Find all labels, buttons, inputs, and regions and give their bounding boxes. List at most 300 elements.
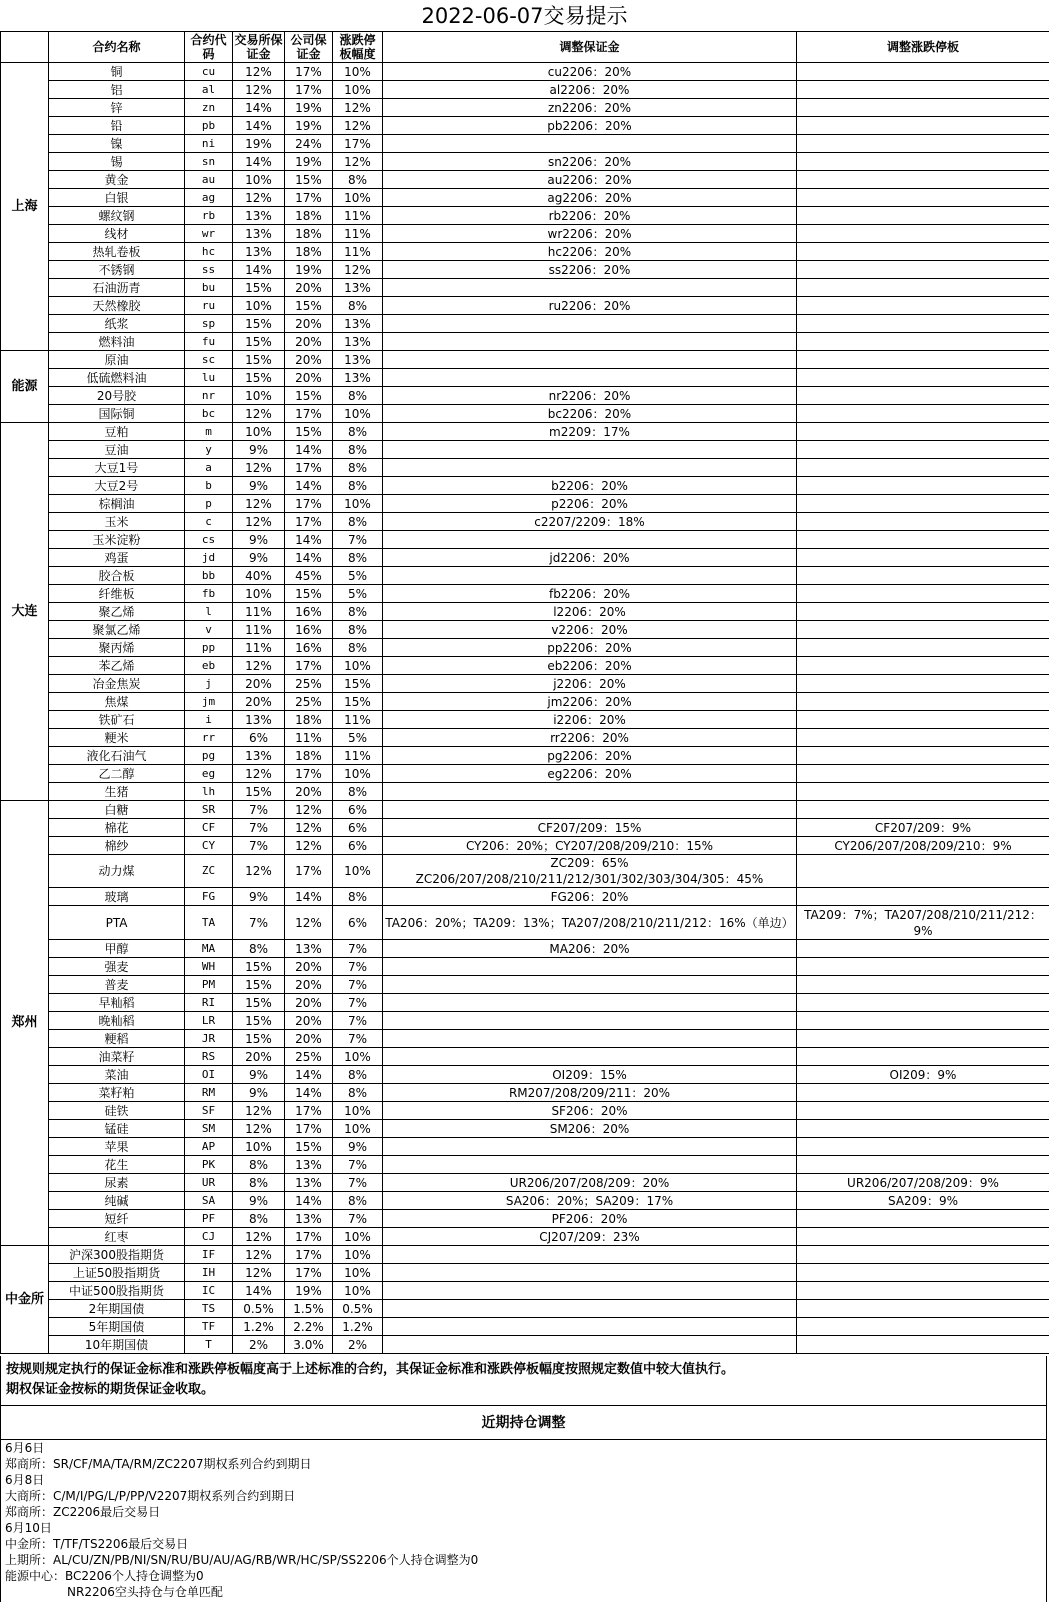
table-row (1, 297, 1049, 315)
exchange-margin-cell: 11% (233, 621, 285, 639)
exchange-margin-cell: 20% (233, 1048, 285, 1066)
adjusted-limit-cell (797, 976, 1049, 994)
company-margin-cell: 13% (285, 940, 333, 958)
adjusted-limit-cell (797, 135, 1049, 153)
contract-name-cell: 棉花 (49, 819, 185, 837)
exchange-margin-cell: 12% (233, 81, 285, 99)
company-margin-cell: 14% (285, 1192, 333, 1210)
company-margin-cell: 13% (285, 1156, 333, 1174)
table-row (1, 1066, 1049, 1084)
recent-adjustments-list (0, 1440, 1047, 1602)
adjusted-limit-cell: SA209：9% (797, 1192, 1049, 1210)
contract-name-cell: 铝 (49, 81, 185, 99)
adjusted-margin-cell: CY206：20%；CY207/208/209/210：15% (383, 837, 797, 855)
table-row (1, 621, 1049, 639)
exchange-margin-cell: 14% (233, 99, 285, 117)
adjusted-margin-cell (383, 441, 797, 459)
adjusted-limit-cell (797, 675, 1049, 693)
contract-name-cell: 棉纱 (49, 837, 185, 855)
exchange-margin-cell: 14% (233, 153, 285, 171)
adjusted-limit-cell (797, 783, 1049, 801)
exchange-margin-cell: 13% (233, 225, 285, 243)
limit-range-cell: 10% (333, 765, 383, 783)
company-margin-cell: 18% (285, 711, 333, 729)
contract-name-cell: 冶金焦炭 (49, 675, 185, 693)
adjusted-margin-cell (383, 531, 797, 549)
adjusted-margin-cell (383, 369, 797, 387)
adjusted-margin-cell: l2206：20% (383, 603, 797, 621)
exchange-margin-cell: 13% (233, 711, 285, 729)
limit-range-cell: 6% (333, 837, 383, 855)
limit-range-cell: 7% (333, 1174, 383, 1192)
contract-code-cell: nr (185, 387, 233, 405)
contract-name-cell: 锰硅 (49, 1120, 185, 1138)
table-row (1, 567, 1049, 585)
company-margin-cell: 18% (285, 243, 333, 261)
contract-code-cell: lh (185, 783, 233, 801)
contract-code-cell: fb (185, 585, 233, 603)
limit-range-cell: 12% (333, 261, 383, 279)
exchange-margin-cell: 12% (233, 1228, 285, 1246)
contract-code-cell: IH (185, 1264, 233, 1282)
exchange-margin-cell: 12% (233, 1120, 285, 1138)
contract-name-cell: 中证500股指期货 (49, 1282, 185, 1300)
adjusted-margin-cell: jd2206：20% (383, 549, 797, 567)
adjusted-margin-cell: CF207/209：15% (383, 819, 797, 837)
table-row (1, 207, 1049, 225)
adjusted-limit-cell (797, 1156, 1049, 1174)
limit-range-cell: 5% (333, 567, 383, 585)
table-row (1, 657, 1049, 675)
adjusted-margin-cell: FG206：20% (383, 888, 797, 906)
header-exchange (1, 32, 49, 63)
contract-code-cell: pb (185, 117, 233, 135)
adjusted-limit-cell (797, 621, 1049, 639)
adjusted-limit-cell (797, 171, 1049, 189)
recent-adjustments-title: 近期持仓调整 (0, 1406, 1047, 1440)
table-row (1, 1192, 1049, 1210)
adjusted-limit-cell: UR206/207/208/209：9% (797, 1174, 1049, 1192)
table-row (1, 423, 1049, 441)
exchange-margin-cell: 9% (233, 1066, 285, 1084)
contract-name-cell: 普麦 (49, 976, 185, 994)
exchange-margin-cell: 9% (233, 1084, 285, 1102)
contract-code-cell: IC (185, 1282, 233, 1300)
contract-name-cell: 粳稻 (49, 1030, 185, 1048)
table-row (1, 994, 1049, 1012)
company-margin-cell: 16% (285, 639, 333, 657)
table-row (1, 189, 1049, 207)
adjusted-limit-cell (797, 1228, 1049, 1246)
adjusted-limit-cell (797, 513, 1049, 531)
adjusted-margin-cell (383, 1048, 797, 1066)
table-row (1, 837, 1049, 855)
adjusted-margin-cell: j2206：20% (383, 675, 797, 693)
company-margin-cell: 19% (285, 1282, 333, 1300)
exchange-margin-cell: 12% (233, 1246, 285, 1264)
limit-range-cell: 8% (333, 387, 383, 405)
limit-range-cell: 13% (333, 279, 383, 297)
adjusted-limit-cell (797, 657, 1049, 675)
exchange-margin-cell: 12% (233, 1264, 285, 1282)
limit-range-cell: 8% (333, 171, 383, 189)
limit-range-cell: 10% (333, 81, 383, 99)
limit-range-cell: 6% (333, 906, 383, 940)
contract-code-cell: CY (185, 837, 233, 855)
adjusted-margin-cell: pp2206：20% (383, 639, 797, 657)
adjusted-limit-cell (797, 117, 1049, 135)
limit-range-cell: 8% (333, 1192, 383, 1210)
exchange-margin-cell: 8% (233, 1210, 285, 1228)
contract-code-cell: pg (185, 747, 233, 765)
limit-range-cell: 7% (333, 1030, 383, 1048)
contract-name-cell: 纸浆 (49, 315, 185, 333)
adjusted-margin-cell: SF206：20% (383, 1102, 797, 1120)
exchange-margin-cell: 12% (233, 1102, 285, 1120)
company-margin-cell: 20% (285, 315, 333, 333)
table-row (1, 387, 1049, 405)
contract-code-cell: PF (185, 1210, 233, 1228)
company-margin-cell: 18% (285, 225, 333, 243)
limit-range-cell: 10% (333, 1264, 383, 1282)
note-line: 期权保证金按标的期货保证金收取。 (6, 1382, 215, 1397)
contract-code-cell: lu (185, 369, 233, 387)
company-margin-cell: 45% (285, 567, 333, 585)
header-limit-range: 涨跌停板幅度 (333, 32, 383, 63)
exchange-margin-cell: 10% (233, 171, 285, 189)
exchange-margin-cell: 0.5% (233, 1300, 285, 1318)
table-row (1, 1048, 1049, 1066)
header-company-margin: 公司保证金 (285, 32, 333, 63)
adjusted-limit-cell (797, 351, 1049, 369)
company-margin-cell: 17% (285, 1264, 333, 1282)
contract-code-cell: i (185, 711, 233, 729)
adjusted-margin-cell: v2206：20% (383, 621, 797, 639)
adjusted-margin-cell: bc2206：20% (383, 405, 797, 423)
limit-range-cell: 7% (333, 940, 383, 958)
limit-range-cell: 7% (333, 1210, 383, 1228)
company-margin-cell: 15% (285, 1138, 333, 1156)
adjusted-limit-cell (797, 387, 1049, 405)
exchange-margin-cell: 14% (233, 117, 285, 135)
company-margin-cell: 14% (285, 888, 333, 906)
contract-name-cell: 热轧卷板 (49, 243, 185, 261)
contract-name-cell: 粳米 (49, 729, 185, 747)
contract-code-cell: b (185, 477, 233, 495)
exchange-margin-cell: 9% (233, 441, 285, 459)
exchange-cell: 大连 (1, 423, 49, 801)
limit-range-cell: 0.5% (333, 1300, 383, 1318)
company-margin-cell: 16% (285, 603, 333, 621)
contract-name-cell: 铅 (49, 117, 185, 135)
company-margin-cell: 25% (285, 1048, 333, 1066)
recent-item: 上期所：AL/CU/ZN/PB/NI/SN/RU/BU/AU/AG/RB/WR/HC/SP/SS2206个人持仓调整为0 (5, 1553, 479, 1567)
company-margin-cell: 14% (285, 441, 333, 459)
exchange-margin-cell: 8% (233, 1156, 285, 1174)
contract-name-cell: 上证50股指期货 (49, 1264, 185, 1282)
adjusted-limit-cell (797, 477, 1049, 495)
exchange-margin-cell: 10% (233, 585, 285, 603)
adjusted-margin-cell: zn2206：20% (383, 99, 797, 117)
contract-code-cell: eg (185, 765, 233, 783)
contract-code-cell: SR (185, 801, 233, 819)
contract-name-cell: 铜 (49, 63, 185, 81)
limit-range-cell: 10% (333, 1246, 383, 1264)
exchange-margin-cell: 11% (233, 603, 285, 621)
adjusted-margin-cell (383, 1156, 797, 1174)
recent-item: 大商所：C/M/I/PG/L/P/PP/V2207期权系列合约到期日 (5, 1489, 296, 1503)
company-margin-cell: 14% (285, 477, 333, 495)
adjusted-margin-cell (383, 279, 797, 297)
adjusted-margin-cell: rr2206：20% (383, 729, 797, 747)
contract-code-cell: l (185, 603, 233, 621)
contract-code-cell: c (185, 513, 233, 531)
company-margin-cell: 14% (285, 1084, 333, 1102)
contract-name-cell: 5年期国债 (49, 1318, 185, 1336)
adjusted-margin-cell (383, 958, 797, 976)
exchange-margin-cell: 15% (233, 994, 285, 1012)
table-row (1, 801, 1049, 819)
exchange-margin-cell: 14% (233, 261, 285, 279)
adjusted-margin-cell (383, 333, 797, 351)
exchange-margin-cell: 13% (233, 207, 285, 225)
limit-range-cell: 11% (333, 207, 383, 225)
adjusted-margin-cell: eg2206：20% (383, 765, 797, 783)
contract-name-cell: 石油沥青 (49, 279, 185, 297)
company-margin-cell: 19% (285, 261, 333, 279)
company-margin-cell: 17% (285, 1246, 333, 1264)
header-contract-code: 合约代码 (185, 32, 233, 63)
limit-range-cell: 5% (333, 729, 383, 747)
contract-code-cell: ru (185, 297, 233, 315)
exchange-margin-cell: 15% (233, 351, 285, 369)
contract-name-cell: 纯碱 (49, 1192, 185, 1210)
adjusted-margin-cell: sn2206：20% (383, 153, 797, 171)
contract-code-cell: wr (185, 225, 233, 243)
contract-code-cell: SA (185, 1192, 233, 1210)
adjusted-limit-cell (797, 1282, 1049, 1300)
table-row (1, 81, 1049, 99)
adjusted-margin-cell: i2206：20% (383, 711, 797, 729)
table-row (1, 1012, 1049, 1030)
contract-name-cell: 白糖 (49, 801, 185, 819)
contract-code-cell: PM (185, 976, 233, 994)
table-body (1, 63, 1049, 1354)
company-margin-cell: 17% (285, 81, 333, 99)
adjusted-margin-cell (383, 1138, 797, 1156)
company-margin-cell: 19% (285, 99, 333, 117)
exchange-margin-cell: 13% (233, 243, 285, 261)
company-margin-cell: 17% (285, 63, 333, 81)
limit-range-cell: 8% (333, 1084, 383, 1102)
adjusted-limit-cell (797, 711, 1049, 729)
recent-item: NR2206空头持仓与仓单匹配 (67, 1585, 223, 1599)
contract-code-cell: RS (185, 1048, 233, 1066)
adjusted-limit-cell (797, 369, 1049, 387)
note-line: 按规则规定执行的保证金标准和涨跌停板幅度高于上述标准的合约，其保证金标准和涨跌停板幅度按照规定数值中较大值执行。 (6, 1362, 735, 1377)
exchange-margin-cell: 40% (233, 567, 285, 585)
company-margin-cell: 19% (285, 117, 333, 135)
adjusted-margin-cell: TA206：20%；TA209：13%；TA207/208/210/211/212：16%（单边） (383, 906, 797, 940)
contract-name-cell: 早籼稻 (49, 994, 185, 1012)
adjusted-limit-cell (797, 1336, 1049, 1354)
sheet-title: 2022-06-07交易提示 (421, 4, 628, 28)
exchange-margin-cell: 10% (233, 1138, 285, 1156)
contract-name-cell: 尿素 (49, 1174, 185, 1192)
contract-name-cell: 生猪 (49, 783, 185, 801)
contract-name-cell: 聚丙烯 (49, 639, 185, 657)
table-row (1, 1210, 1049, 1228)
company-margin-cell: 20% (285, 958, 333, 976)
exchange-margin-cell: 7% (233, 906, 285, 940)
adjusted-limit-cell (797, 63, 1049, 81)
company-margin-cell: 15% (285, 585, 333, 603)
adjusted-limit-cell: TA209：7%；TA207/208/210/211/212： 9% (797, 906, 1049, 940)
adjusted-limit-cell (797, 1030, 1049, 1048)
table-row (1, 888, 1049, 906)
limit-range-cell: 8% (333, 477, 383, 495)
adjusted-limit-cell (797, 81, 1049, 99)
table-row (1, 603, 1049, 621)
limit-range-cell: 12% (333, 153, 383, 171)
adjusted-limit-cell (797, 297, 1049, 315)
exchange-cell: 能源 (1, 351, 49, 423)
exchange-margin-cell: 15% (233, 1012, 285, 1030)
contract-code-cell: FG (185, 888, 233, 906)
recent-item: 郑商所：SR/CF/MA/TA/RM/ZC2207期权系列合约到期日 (5, 1457, 312, 1471)
limit-range-cell: 13% (333, 333, 383, 351)
exchange-margin-cell: 12% (233, 495, 285, 513)
exchange-margin-cell: 9% (233, 1192, 285, 1210)
contract-name-cell: 铁矿石 (49, 711, 185, 729)
company-margin-cell: 18% (285, 747, 333, 765)
contract-name-cell: 纤维板 (49, 585, 185, 603)
exchange-margin-cell: 7% (233, 801, 285, 819)
table-row (1, 958, 1049, 976)
contract-name-cell: 沪深300股指期货 (49, 1246, 185, 1264)
contract-code-cell: T (185, 1336, 233, 1354)
adjusted-limit-cell (797, 639, 1049, 657)
table-row (1, 976, 1049, 994)
company-margin-cell: 20% (285, 279, 333, 297)
adjusted-limit-cell (797, 567, 1049, 585)
contract-code-cell: bc (185, 405, 233, 423)
limit-range-cell: 10% (333, 1120, 383, 1138)
contract-name-cell: 低硫燃料油 (49, 369, 185, 387)
limit-range-cell: 6% (333, 801, 383, 819)
contract-name-cell: 锌 (49, 99, 185, 117)
exchange-margin-cell: 12% (233, 855, 285, 888)
limit-range-cell: 8% (333, 888, 383, 906)
contract-name-cell: 豆粕 (49, 423, 185, 441)
contract-name-cell: 油菜籽 (49, 1048, 185, 1066)
adjusted-limit-cell (797, 801, 1049, 819)
contract-code-cell: a (185, 459, 233, 477)
limit-range-cell: 6% (333, 819, 383, 837)
contract-code-cell: jm (185, 693, 233, 711)
table-row (1, 315, 1049, 333)
table-row (1, 585, 1049, 603)
exchange-margin-cell: 15% (233, 1030, 285, 1048)
exchange-margin-cell: 9% (233, 549, 285, 567)
contract-name-cell: 鸡蛋 (49, 549, 185, 567)
company-margin-cell: 18% (285, 207, 333, 225)
company-margin-cell: 17% (285, 495, 333, 513)
company-margin-cell: 11% (285, 729, 333, 747)
contract-name-cell: 短纤 (49, 1210, 185, 1228)
adjusted-margin-cell: SA206：20%；SA209：17% (383, 1192, 797, 1210)
company-margin-cell: 17% (285, 855, 333, 888)
adjusted-margin-cell: ru2206：20% (383, 297, 797, 315)
adjusted-limit-cell (797, 549, 1049, 567)
table-row (1, 459, 1049, 477)
table-row (1, 1138, 1049, 1156)
limit-range-cell: 11% (333, 747, 383, 765)
adjusted-margin-cell (383, 1300, 797, 1318)
exchange-margin-cell: 7% (233, 837, 285, 855)
table-row (1, 225, 1049, 243)
limit-range-cell: 7% (333, 531, 383, 549)
limit-range-cell: 10% (333, 855, 383, 888)
table-row (1, 369, 1049, 387)
contract-code-cell: SF (185, 1102, 233, 1120)
contract-code-cell: AP (185, 1138, 233, 1156)
adjusted-limit-cell (797, 1120, 1049, 1138)
contract-code-cell: au (185, 171, 233, 189)
company-margin-cell: 1.5% (285, 1300, 333, 1318)
table-row (1, 135, 1049, 153)
limit-range-cell: 10% (333, 495, 383, 513)
contract-code-cell: TA (185, 906, 233, 940)
adjusted-limit-cell (797, 994, 1049, 1012)
table-row (1, 1318, 1049, 1336)
rules-note (0, 1356, 1047, 1406)
adjusted-limit-cell (797, 747, 1049, 765)
company-margin-cell: 19% (285, 153, 333, 171)
contract-code-cell: ag (185, 189, 233, 207)
adjusted-limit-cell (797, 1012, 1049, 1030)
table-row (1, 549, 1049, 567)
table-row (1, 351, 1049, 369)
exchange-margin-cell: 15% (233, 783, 285, 801)
table-row (1, 117, 1049, 135)
company-margin-cell: 15% (285, 423, 333, 441)
contract-code-cell: sn (185, 153, 233, 171)
header-adjusted-limit: 调整涨跌停板 (797, 32, 1049, 63)
contract-code-cell: TS (185, 1300, 233, 1318)
header-row (1, 32, 1049, 63)
company-margin-cell: 15% (285, 297, 333, 315)
company-margin-cell: 17% (285, 1120, 333, 1138)
limit-range-cell: 1.2% (333, 1318, 383, 1336)
exchange-margin-cell: 14% (233, 1282, 285, 1300)
limit-range-cell: 9% (333, 1138, 383, 1156)
table-row (1, 405, 1049, 423)
limit-range-cell: 7% (333, 1012, 383, 1030)
table-row (1, 495, 1049, 513)
contract-name-cell: 玻璃 (49, 888, 185, 906)
limit-range-cell: 12% (333, 99, 383, 117)
adjusted-margin-cell: SM206：20% (383, 1120, 797, 1138)
contract-code-cell: CJ (185, 1228, 233, 1246)
adjusted-limit-cell (797, 585, 1049, 603)
contract-code-cell: MA (185, 940, 233, 958)
limit-range-cell: 10% (333, 1228, 383, 1246)
company-margin-cell: 20% (285, 351, 333, 369)
contract-name-cell: 玉米淀粉 (49, 531, 185, 549)
adjusted-limit-cell: CY206/207/208/209/210：9% (797, 837, 1049, 855)
limit-range-cell: 8% (333, 783, 383, 801)
